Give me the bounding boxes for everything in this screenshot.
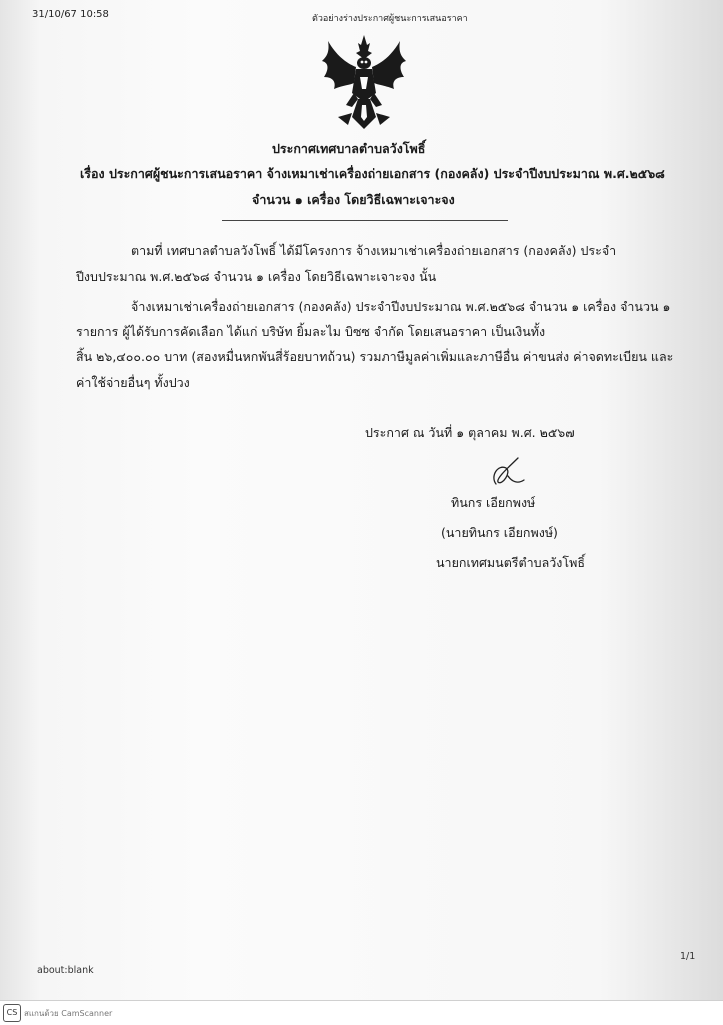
subject-line-1: เรื่อง ประกาศผู้ชนะการเสนอราคา จ้างเหมาเช่าเครื่องถ่ายเอกสาร (กองคลัง) ประจำปีงบประมาณ พ.ศ.๒๕๖๘: [80, 166, 665, 181]
subject-line-2: จำนวน ๑ เครื่อง โดยวิธีเฉพาะเจาะจง: [252, 192, 455, 207]
paragraph-2-line-4: ค่าใช้จ่ายอื่นๆ ทั้งปวง: [76, 375, 190, 390]
org-title: ประกาศเทศบาลตำบลวังโพธิ์: [272, 141, 426, 156]
paragraph-2-line-1: จ้างเหมาเช่าเครื่องถ่ายเอกสาร (กองคลัง) ประจำปีงบประมาณ พ.ศ.๒๕๖๘ จำนวน ๑ เครื่อง จำนวน ๑: [131, 299, 671, 314]
garuda-emblem-icon: [318, 33, 410, 133]
scanner-watermark-text: สแกนด้วย CamScanner: [24, 1009, 113, 1018]
paragraph-1-line-2: ปีงบประมาณ พ.ศ.๒๕๖๘ จำนวน ๑ เครื่อง โดยวิธีเฉพาะเจาะจง นั้น: [76, 269, 437, 284]
signer-name: ทินกร เอียกพงษ์: [451, 495, 536, 510]
paragraph-1-line-1: ตามที่ เทศบาลตำบลวังโพธิ์ ได้มีโครงการ จ้างเหมาเช่าเครื่องถ่ายเอกสาร (กองคลัง) ประจำ: [131, 243, 617, 258]
sample-caption: ตัวอย่างร่างประกาศผู้ชนะการเสนอราคา: [312, 14, 468, 24]
signer-full-name: (นายทินกร เอียกพงษ์): [441, 525, 558, 540]
paragraph-2-line-3: สิ้น ๒๖,๔๐๐.๐๐ บาท (สองหมื่นหกพันสี่ร้อยบาทถ้วน) รวมภาษีมูลค่าเพิ่มและภาษีอื่น ค่าขนส่ง ค่าจดทะเบียน และ: [76, 349, 674, 364]
camscanner-logo-icon: CS: [3, 1004, 21, 1022]
scanner-watermark-bar: [0, 1000, 723, 1025]
handwritten-signature: [488, 456, 528, 492]
page-number: 1/1: [680, 951, 696, 962]
footer-url: about:blank: [37, 965, 94, 976]
announce-date: ประกาศ ณ วันที่ ๑ ตุลาคม พ.ศ. ๒๕๖๗: [365, 425, 575, 440]
signer-position: นายกเทศมนตรีตำบลวังโพธิ์: [436, 555, 585, 570]
paragraph-2-line-2: รายการ ผู้ได้รับการคัดเลือก ได้แก่ บริษัท ยิ้มละไม บิซซ จำกัด โดยเสนอราคา เป็นเงินทั้ง: [76, 324, 546, 339]
print-datetime: 31/10/67 10:58: [32, 9, 109, 20]
title-divider: [222, 220, 508, 221]
